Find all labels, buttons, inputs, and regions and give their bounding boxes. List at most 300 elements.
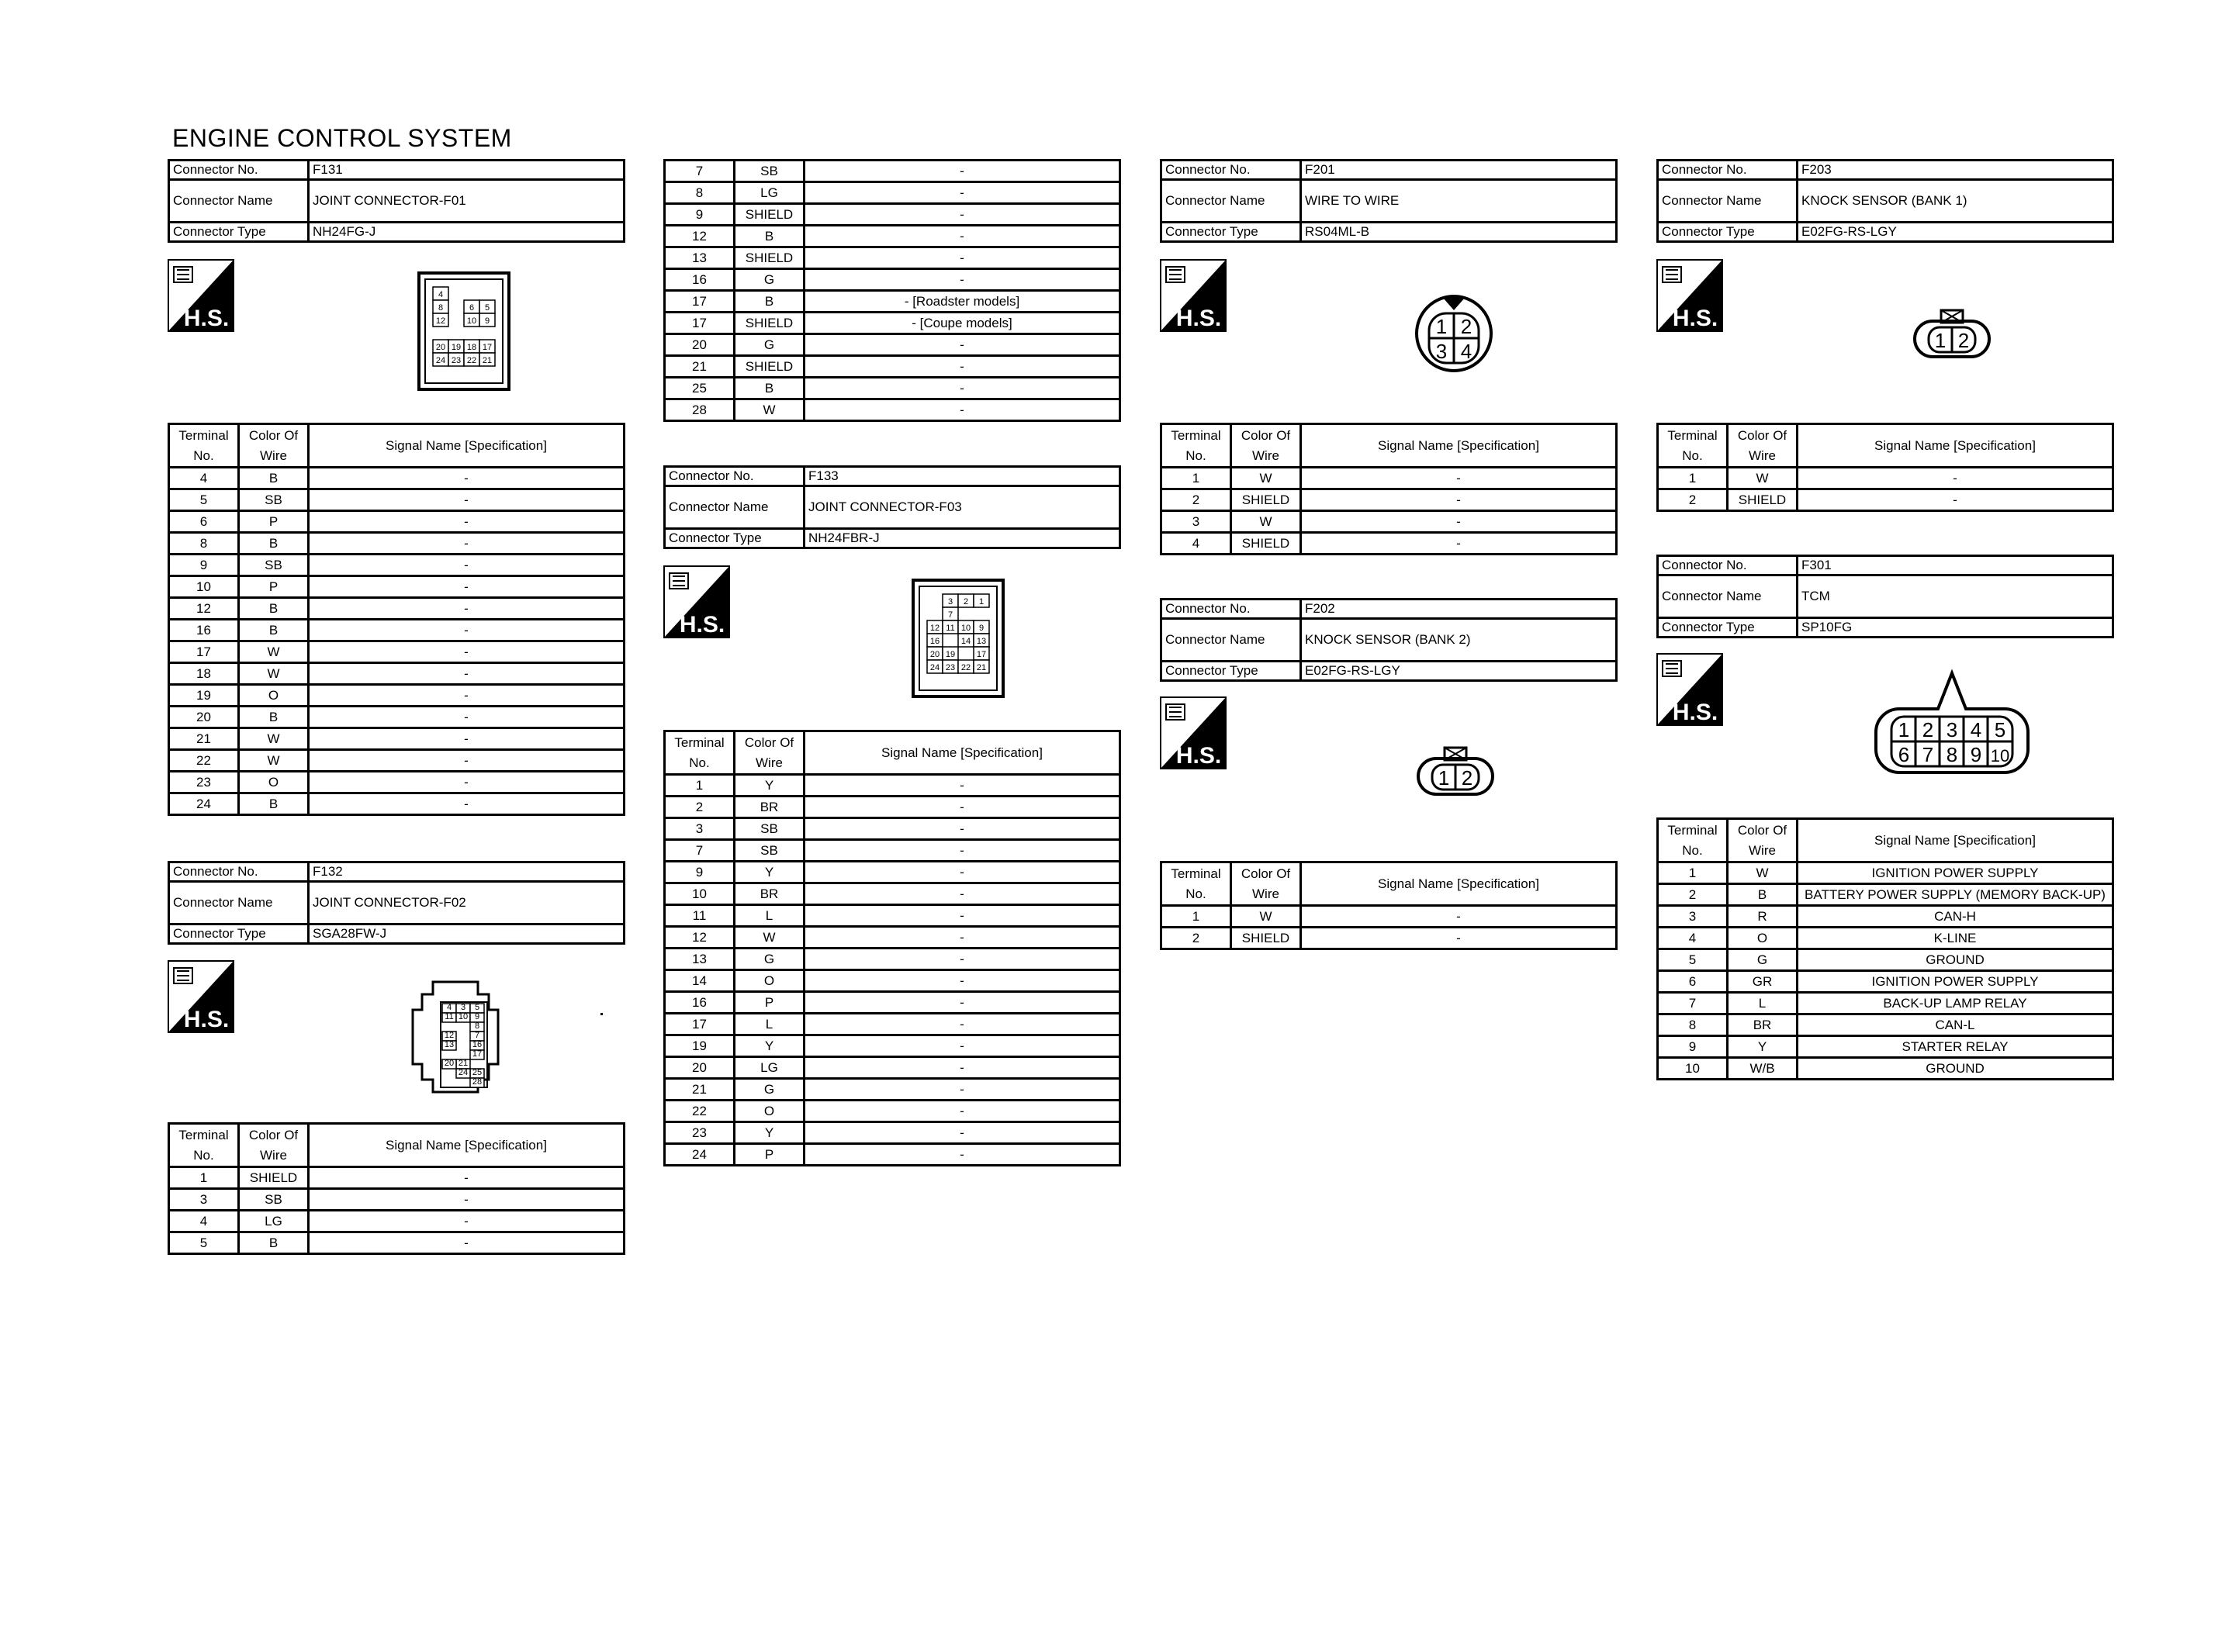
label: Connector Type	[665, 529, 805, 548]
table-row	[665, 862, 1120, 883]
wire-color: O	[735, 970, 805, 992]
pin-label: 22	[960, 663, 971, 672]
terminal-no: 24	[169, 793, 239, 815]
signal-name: -	[309, 468, 625, 489]
terminal-no: 22	[169, 750, 239, 772]
signal-name: -	[805, 862, 1120, 883]
connector-info-f132	[168, 861, 625, 945]
wire-color: W	[735, 399, 805, 421]
signal-name: STARTER RELAY	[1798, 1036, 2113, 1058]
signal-name: -	[309, 641, 625, 663]
label: Connector Type	[1161, 223, 1301, 242]
signal-name: - [Coupe models]	[805, 313, 1120, 334]
connector-no: F301	[1798, 556, 2113, 575]
table-row	[665, 247, 1120, 269]
signal-name: -	[805, 204, 1120, 226]
wire-color: BR	[735, 883, 805, 905]
wire-color: GR	[1728, 971, 1798, 993]
signal-name: -	[309, 576, 625, 598]
terminal-no: 24	[665, 1144, 735, 1166]
wire-color: B	[735, 226, 805, 247]
wire-color: SB	[239, 489, 309, 511]
pin-label: 3	[460, 1003, 466, 1012]
label: Connector No.	[1658, 161, 1798, 180]
wire-color: B	[239, 468, 309, 489]
terminal-no-header: Terminal No.	[169, 424, 239, 468]
hs-logo-text: H.S.	[183, 1007, 230, 1032]
signal-table-f202	[1160, 861, 1618, 950]
connector-info-f131	[168, 159, 625, 243]
f201-pin: 1	[1435, 315, 1448, 338]
pin-label: 5	[474, 1003, 480, 1012]
pin-label: 10	[458, 1012, 469, 1021]
color-header: Color Of Wire	[239, 1124, 309, 1167]
table-row	[665, 840, 1120, 862]
table-row	[665, 334, 1120, 356]
pin-label: 4	[438, 290, 444, 299]
signal-name: -	[309, 489, 625, 511]
label: Connector No.	[1658, 556, 1798, 575]
f301-pin: 7	[1922, 743, 1934, 766]
table-row	[1658, 489, 2113, 511]
terminal-no: 8	[169, 533, 239, 555]
table-row	[1161, 928, 1617, 949]
signal-name: -	[1301, 468, 1617, 489]
wire-color: L	[735, 1014, 805, 1035]
table-row	[665, 818, 1120, 840]
f201-pin: 4	[1460, 340, 1472, 363]
pin-label: 20	[444, 1059, 455, 1068]
wire-color: W	[1728, 862, 1798, 884]
table-row	[1658, 971, 2113, 993]
terminal-no: 3	[1161, 511, 1231, 533]
terminal-no: 4	[1161, 533, 1231, 555]
terminal-no: 1	[1658, 468, 1728, 489]
pin-label: 8	[474, 1021, 480, 1031]
terminal-no-header: Terminal No.	[169, 1124, 239, 1167]
signal-name: -	[805, 182, 1120, 204]
pin-label: 12	[929, 624, 940, 633]
signal-name: -	[1301, 489, 1617, 511]
label: Connector No.	[169, 161, 309, 180]
wire-color: G	[735, 334, 805, 356]
connector-info-f202	[1160, 598, 1618, 682]
terminal-no: 4	[1658, 928, 1728, 949]
table-row	[665, 226, 1120, 247]
label: Connector No.	[1161, 600, 1301, 619]
terminal-no: 18	[169, 663, 239, 685]
terminal-no: 17	[665, 1014, 735, 1035]
table-row	[1658, 1058, 2113, 1080]
terminal-no: 1	[1161, 468, 1231, 489]
wire-color: B	[239, 793, 309, 815]
label: Connector No.	[665, 467, 805, 486]
wire-color: W	[239, 663, 309, 685]
wire-color: P	[239, 511, 309, 533]
connector-face-f132	[410, 979, 501, 1095]
table-row	[169, 772, 625, 793]
table-row	[665, 949, 1120, 970]
color-header: Color Of Wire	[1231, 862, 1301, 906]
signal-name: -	[1798, 489, 2113, 511]
terminal-no: 13	[665, 949, 735, 970]
signal-name: -	[309, 663, 625, 685]
pin-label: 7	[947, 610, 953, 620]
connector-no: F133	[805, 467, 1120, 486]
table-row	[1161, 489, 1617, 511]
terminal-no: 2	[1658, 489, 1728, 511]
terminal-no: 21	[665, 356, 735, 378]
wire-color: SHIELD	[1231, 533, 1301, 555]
connector-type: E02FG-RS-LGY	[1798, 223, 2113, 242]
pin-label: 13	[976, 637, 987, 646]
terminal-no-header: Terminal No.	[1658, 819, 1728, 862]
signal-name: -	[1301, 906, 1617, 928]
wire-color: G	[735, 949, 805, 970]
wire-color: B	[239, 598, 309, 620]
terminal-no: 2	[1161, 489, 1231, 511]
signal-name: -	[309, 772, 625, 793]
terminal-no: 17	[665, 313, 735, 334]
terminal-no: 14	[665, 970, 735, 992]
terminal-no: 9	[1658, 1036, 1728, 1058]
signal-name: IGNITION POWER SUPPLY	[1798, 971, 2113, 993]
connector-name: JOINT CONNECTOR-F02	[309, 882, 625, 924]
wire-color: Y	[735, 775, 805, 797]
hs-logo-icon	[1160, 259, 1227, 332]
terminal-no: 19	[665, 1035, 735, 1057]
wire-color: W/B	[1728, 1058, 1798, 1080]
table-row	[169, 620, 625, 641]
pin-label: 4	[446, 1003, 452, 1012]
signal-name: -	[1301, 511, 1617, 533]
wire-color: SB	[239, 1189, 309, 1211]
wire-color: G	[735, 1079, 805, 1101]
table-row	[665, 291, 1120, 313]
signal-name: -	[1798, 468, 2113, 489]
table-row	[1658, 906, 2113, 928]
terminal-no: 1	[665, 775, 735, 797]
table-row	[1658, 884, 2113, 906]
wire-color: O	[239, 772, 309, 793]
label: Connector Type	[169, 924, 309, 944]
terminal-no: 13	[665, 247, 735, 269]
hs-logo-icon	[168, 960, 234, 1033]
pin-label: 24	[435, 356, 446, 365]
signal-name: -	[805, 1101, 1120, 1122]
wire-color: SB	[735, 840, 805, 862]
wire-color: B	[239, 1232, 309, 1254]
signal-name: -	[309, 750, 625, 772]
hs-logo-icon	[1656, 653, 1723, 726]
terminal-no: 4	[169, 468, 239, 489]
terminal-no: 7	[1658, 993, 1728, 1014]
signal-table-f203	[1656, 423, 2114, 512]
table-row	[169, 511, 625, 533]
terminal-no: 2	[1658, 884, 1728, 906]
table-row	[665, 356, 1120, 378]
table-row	[169, 576, 625, 598]
signal-header: Signal Name [Specification]	[1798, 819, 2113, 862]
label: Connector Name	[169, 882, 309, 924]
signal-table-f131	[168, 423, 625, 816]
pin-label: 8	[438, 303, 444, 313]
table-row	[665, 883, 1120, 905]
signal-name: -	[805, 356, 1120, 378]
wire-color: SHIELD	[735, 204, 805, 226]
pin-label: 21	[482, 356, 493, 365]
connector-name: KNOCK SENSOR (BANK 1)	[1798, 180, 2113, 223]
connector-face-f131	[417, 271, 510, 391]
label: Connector Type	[169, 223, 309, 242]
label: Connector Name	[169, 180, 309, 223]
hs-logo-text: H.S.	[1175, 306, 1222, 331]
pin-label: 10	[466, 316, 477, 326]
terminal-no: 17	[665, 291, 735, 313]
connector-face-f301	[1873, 669, 2031, 776]
signal-name: -	[1301, 533, 1617, 555]
table-row	[1658, 1014, 2113, 1036]
signal-name: -	[309, 598, 625, 620]
connector-name: TCM	[1798, 575, 2113, 618]
signal-table-f132	[168, 1122, 625, 1255]
terminal-no: 23	[665, 1122, 735, 1144]
connector-name: KNOCK SENSOR (BANK 2)	[1301, 619, 1617, 662]
pin-label: 24	[458, 1068, 469, 1077]
signal-name: -	[805, 797, 1120, 818]
table-row	[1658, 993, 2113, 1014]
terminal-no: 1	[1161, 906, 1231, 928]
table-row	[665, 927, 1120, 949]
color-header: Color Of Wire	[1231, 424, 1301, 468]
wire-color: SHIELD	[1231, 928, 1301, 949]
connector-type: SGA28FW-J	[309, 924, 625, 944]
table-row	[169, 750, 625, 772]
signal-header: Signal Name [Specification]	[309, 1124, 625, 1167]
color-header: Color Of Wire	[1728, 424, 1798, 468]
signal-name: -	[805, 775, 1120, 797]
wire-color: BR	[735, 797, 805, 818]
wire-color: B	[1728, 884, 1798, 906]
pin-label: 23	[451, 356, 462, 365]
terminal-no: 10	[665, 883, 735, 905]
f132-pin-grid	[442, 1003, 484, 1087]
signal-name: -	[309, 728, 625, 750]
pin-label: 3	[947, 597, 953, 607]
connector-no: F203	[1798, 161, 2113, 180]
table-row	[665, 1144, 1120, 1166]
wire-color: SHIELD	[239, 1167, 309, 1189]
label: Connector Type	[1658, 223, 1798, 242]
table-row	[169, 793, 625, 815]
table-row	[665, 269, 1120, 291]
signal-header: Signal Name [Specification]	[1301, 862, 1617, 906]
f203-pin: 1	[1934, 329, 1947, 352]
table-row	[169, 663, 625, 685]
terminal-no: 7	[665, 840, 735, 862]
wire-color: P	[735, 992, 805, 1014]
connector-type: NH24FG-J	[309, 223, 625, 242]
f131-pin-grid	[433, 287, 495, 366]
signal-name: K-LINE	[1798, 928, 2113, 949]
table-row	[1161, 511, 1617, 533]
wire-color: L	[735, 905, 805, 927]
f133-pin-grid	[927, 594, 989, 673]
table-row	[1658, 468, 2113, 489]
signal-name: -	[805, 970, 1120, 992]
table-row	[169, 1232, 625, 1254]
terminal-no: 5	[1658, 949, 1728, 971]
table-row	[665, 313, 1120, 334]
pin-label: 7	[474, 1031, 480, 1040]
f301-pin: 10	[1990, 746, 2010, 766]
wire-color: Y	[735, 1122, 805, 1144]
table-row	[1161, 906, 1617, 928]
pin-label: 19	[945, 650, 956, 659]
table-row	[169, 489, 625, 511]
wire-color: W	[239, 641, 309, 663]
wire-color: W	[239, 728, 309, 750]
signal-name: BACK-UP LAMP RELAY	[1798, 993, 2113, 1014]
hs-logo-text: H.S.	[1672, 306, 1718, 331]
pin-label: 23	[945, 663, 956, 672]
table-row	[169, 707, 625, 728]
terminal-no: 2	[665, 797, 735, 818]
connector-type: SP10FG	[1798, 618, 2113, 638]
pin-label: 25	[472, 1068, 483, 1077]
table-row	[665, 182, 1120, 204]
connector-name: JOINT CONNECTOR-F01	[309, 180, 625, 223]
pin-label: 17	[976, 650, 987, 659]
table-row	[665, 775, 1120, 797]
wire-color: R	[1728, 906, 1798, 928]
table-row	[169, 598, 625, 620]
signal-name: CAN-H	[1798, 906, 2113, 928]
wire-color: SHIELD	[1231, 489, 1301, 511]
table-row	[169, 641, 625, 663]
terminal-no: 5	[169, 489, 239, 511]
table-row	[665, 1014, 1120, 1035]
wire-color: W	[239, 750, 309, 772]
wire-color: B	[735, 291, 805, 313]
signal-name: IGNITION POWER SUPPLY	[1798, 862, 2113, 884]
wire-color: Y	[735, 1035, 805, 1057]
wire-color: SB	[239, 555, 309, 576]
f202-pin: 1	[1438, 766, 1450, 790]
signal-name: -	[805, 334, 1120, 356]
wire-color: L	[1728, 993, 1798, 1014]
pin-label: 19	[451, 343, 462, 352]
signal-name: -	[805, 883, 1120, 905]
color-header: Color Of Wire	[1728, 819, 1798, 862]
f301-pin: 4	[1970, 718, 1982, 741]
pin-label: 12	[444, 1031, 455, 1040]
table-row	[665, 1079, 1120, 1101]
pin-label: 21	[976, 663, 987, 672]
terminal-no-header: Terminal No.	[1161, 424, 1231, 468]
pin-label: 9	[978, 624, 985, 633]
pin-label: 17	[472, 1049, 483, 1059]
terminal-no: 1	[169, 1167, 239, 1189]
wire-color: W	[1728, 468, 1798, 489]
table-row	[665, 399, 1120, 421]
signal-name: -	[309, 1189, 625, 1211]
table-row	[665, 1101, 1120, 1122]
signal-table-f133	[663, 730, 1121, 1166]
table-row	[665, 1122, 1120, 1144]
signal-name: -	[805, 1057, 1120, 1079]
terminal-no: 16	[169, 620, 239, 641]
connector-face-f133	[912, 579, 1005, 698]
wire-color: Y	[735, 862, 805, 883]
wire-color: B	[239, 620, 309, 641]
signal-name: -	[805, 1035, 1120, 1057]
wire-color: O	[1728, 928, 1798, 949]
connector-name: WIRE TO WIRE	[1301, 180, 1617, 223]
terminal-no: 1	[1658, 862, 1728, 884]
terminal-no: 8	[665, 182, 735, 204]
table-row	[665, 161, 1120, 182]
terminal-no: 3	[665, 818, 735, 840]
table-row	[665, 1035, 1120, 1057]
terminal-no: 28	[665, 399, 735, 421]
signal-name: -	[309, 1232, 625, 1254]
label: Connector Name	[1658, 575, 1798, 618]
pin-label: 20	[929, 650, 940, 659]
signal-name: -	[309, 555, 625, 576]
wire-color: SHIELD	[735, 313, 805, 334]
connector-face-f201	[1414, 293, 1494, 374]
terminal-no: 19	[169, 685, 239, 707]
hs-logo-text: H.S.	[679, 612, 725, 638]
signal-header: Signal Name [Specification]	[1798, 424, 2113, 468]
terminal-no: 9	[665, 204, 735, 226]
signal-name: -	[309, 707, 625, 728]
pin-label: 24	[929, 663, 940, 672]
stray-dot	[600, 1013, 603, 1015]
hs-logo-text: H.S.	[1672, 700, 1718, 725]
f301-pin: 1	[1898, 718, 1910, 741]
signal-name: -	[805, 992, 1120, 1014]
table-row	[169, 533, 625, 555]
f301-pin: 8	[1946, 743, 1958, 766]
page-title: ENGINE CONTROL SYSTEM	[172, 124, 512, 152]
table-row	[665, 204, 1120, 226]
wire-color: P	[735, 1144, 805, 1166]
signal-name: -	[309, 620, 625, 641]
table-row	[169, 468, 625, 489]
signal-name: -	[309, 1167, 625, 1189]
signal-name: -	[805, 269, 1120, 291]
terminal-no: 20	[665, 1057, 735, 1079]
wire-color: SHIELD	[735, 247, 805, 269]
wire-color: G	[1728, 949, 1798, 971]
pin-label: 22	[466, 356, 477, 365]
pin-label: 20	[435, 343, 446, 352]
hs-logo-icon	[1656, 259, 1723, 332]
color-header: Color Of Wire	[735, 731, 805, 775]
label: Connector No.	[169, 862, 309, 882]
signal-name: -	[805, 226, 1120, 247]
pin-label: 9	[484, 316, 490, 326]
wire-color: W	[1231, 511, 1301, 533]
f201-pin: 2	[1460, 315, 1472, 338]
connector-face-f202	[1415, 745, 1496, 797]
f301-pin: 9	[1970, 743, 1982, 766]
terminal-no: 16	[665, 269, 735, 291]
terminal-no: 22	[665, 1101, 735, 1122]
table-row	[1658, 862, 2113, 884]
